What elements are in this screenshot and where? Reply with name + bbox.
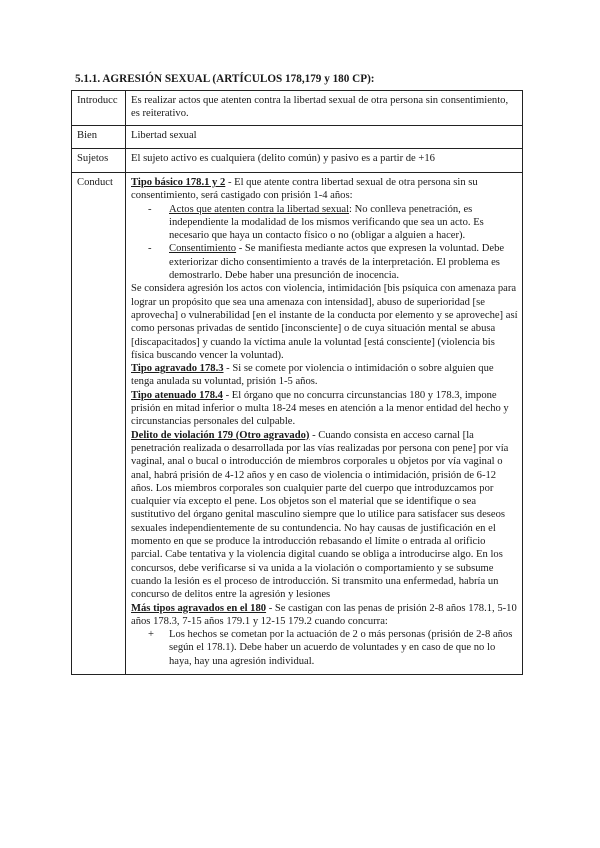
tipo-agravado-paragraph xyxy=(131,362,518,389)
bullet-text: - Se manifiesta mediante actos que expresen la voluntad. Debe exteriorizar dicho consentimiento a través de la interpretación. El problema es demostrarlo. Debe haber una presunción de inocencia. xyxy=(169,243,505,282)
row-text-introduccion: Es realizar actos que atenten contra la libertad sexual de otra persona sin consentimiento, es reiterativo. xyxy=(126,91,523,126)
table-row-introduccion xyxy=(72,91,523,126)
plus-marker: + xyxy=(148,629,154,641)
list-item xyxy=(131,242,518,282)
tipo-atenuado-paragraph xyxy=(131,389,518,429)
violacion-text: - Cuando consista en acceso carnal [la penetración realizada o desarrollada por las vías realizadas por persona con pene] por vía vaginal, anal o bucal o introducción de miembros corporales u objetos por vía vaginal o anal, habrá prisión de 4-12 años y en caso de violencia o intimidación, prisión de 6-12 años. Los miembros corporales son cualquier parte del cuerpo que introduzcamos por cualquier vía excepto el pene. Los objetos son el material que se identifique o sea sustitutivo del órgano genital masculino siempre que lo utilice para satisfacer sus deseos sexuales independientemente de su contundencia. No hay causas de justificación en el momento en que se produce la introducción rebasando el límite o entrada al orificio parcial. Cabe tentativa y la violencia digital cuando se obliga a introducirse algo. En los concursos, debe verificarse si va unida a la violación o comportamiento y se subsume cuando la lesión es el proceso de introducción. Si transmito una enfermedad, habría un concurso de delitos entre la agresión y lesiones xyxy=(131,429,509,601)
violencia-paragraph: Se considera agresión los actos con violencia, intimidación [bis psíquica con amenaza para lograr un propósito que sea una amenaza con intensidad], abuso de superioridad [se aprovecha] o vulnerabilidad [en el instante de la conducta por elemento y se aproveche] así como personas privadas de sentido [inconsciente] o de cuya situación mental se abusa [discapacitados] y cuando la víctima anule la voluntad [está consciente] (violencia bis física buscando vencer la voluntad). xyxy=(131,283,518,361)
bullet-term: Actos que atenten contra la libertad sexual xyxy=(169,203,350,215)
table-row-bien xyxy=(72,126,523,149)
list-item xyxy=(131,628,518,668)
bullet-term: Consentimiento xyxy=(169,243,237,255)
tipo-agravado-text: - Si se comete por violencia o intimidación o sobre alguien que tenga anulada su voluntad, prisión 1-5 años. xyxy=(131,363,494,388)
section-heading: 5.1.1. AGRESIÓN SEXUAL (ARTÍCULOS 178,179 y 180 CP): xyxy=(75,73,375,85)
list-item xyxy=(131,203,518,243)
violacion-paragraph xyxy=(131,429,518,602)
table-row-conducta xyxy=(72,173,523,675)
crime-summary-table xyxy=(71,90,523,675)
row-content-conducta xyxy=(126,173,523,675)
mas-agravados-title: Más tipos agravados en el 180 xyxy=(131,602,267,614)
row-label-sujetos: Sujetos xyxy=(72,149,126,173)
dash-marker: - xyxy=(148,243,152,255)
bullet-text: : No conlleva penetración, es independiente la modalidad de los mismos verificando que sea un acto. Es necesario que haya un contacto físico o no (obligar a alguien a hacer). xyxy=(169,203,484,242)
mas-agravados-text: - Se castigan con las penas de prisión 2-8 años 178.1, 5-10 años 178.3, 7-15 años 179.1 y 12-15 179.2 cuando concurra: xyxy=(131,602,517,627)
row-label-introduccion: Introducc xyxy=(72,91,126,126)
row-label-bien: Bien xyxy=(72,126,126,149)
row-text-bien: Libertad sexual xyxy=(126,126,523,149)
tipo-basico-list xyxy=(131,203,518,283)
mas-agravados-paragraph xyxy=(131,602,518,629)
mas-agravados-list xyxy=(131,628,518,668)
tipo-atenuado-text: - El órgano que no concurra circunstancias 180 y 178.3, impone prisión en mitad inferior o multa 18-24 meses en atención a la menor entidad del hecho y circunstancias personales del culpable. xyxy=(131,389,509,428)
tipo-atenuado-title: Tipo atenuado 178.4 xyxy=(131,389,223,401)
table-row-sujetos xyxy=(72,149,523,173)
row-label-conducta: Conduct xyxy=(72,173,126,675)
row-text-sujetos: El sujeto activo es cualquiera (delito común) y pasivo es a partir de +16 xyxy=(126,149,523,173)
dash-marker: - xyxy=(148,203,152,215)
tipo-basico-text: - El que atente contra libertad sexual de otra persona sin su consentimiento, será castigado con prisión 1-4 años: xyxy=(131,177,478,202)
violacion-title: Delito de violación 179 (Otro agravado) xyxy=(131,429,310,441)
tipo-basico-title: Tipo básico 178.1 y 2 xyxy=(131,177,226,188)
tipo-basico-paragraph xyxy=(131,176,518,203)
plus-item-text: Los hechos se cometan por la actuación de 2 o más personas (prisión de 2-8 años según el 178.1). Debe haber un acuerdo de voluntades y en caso de que no lo haya, hay una agresión individual. xyxy=(169,629,513,667)
tipo-agravado-title: Tipo agravado 178.3 xyxy=(131,363,224,375)
